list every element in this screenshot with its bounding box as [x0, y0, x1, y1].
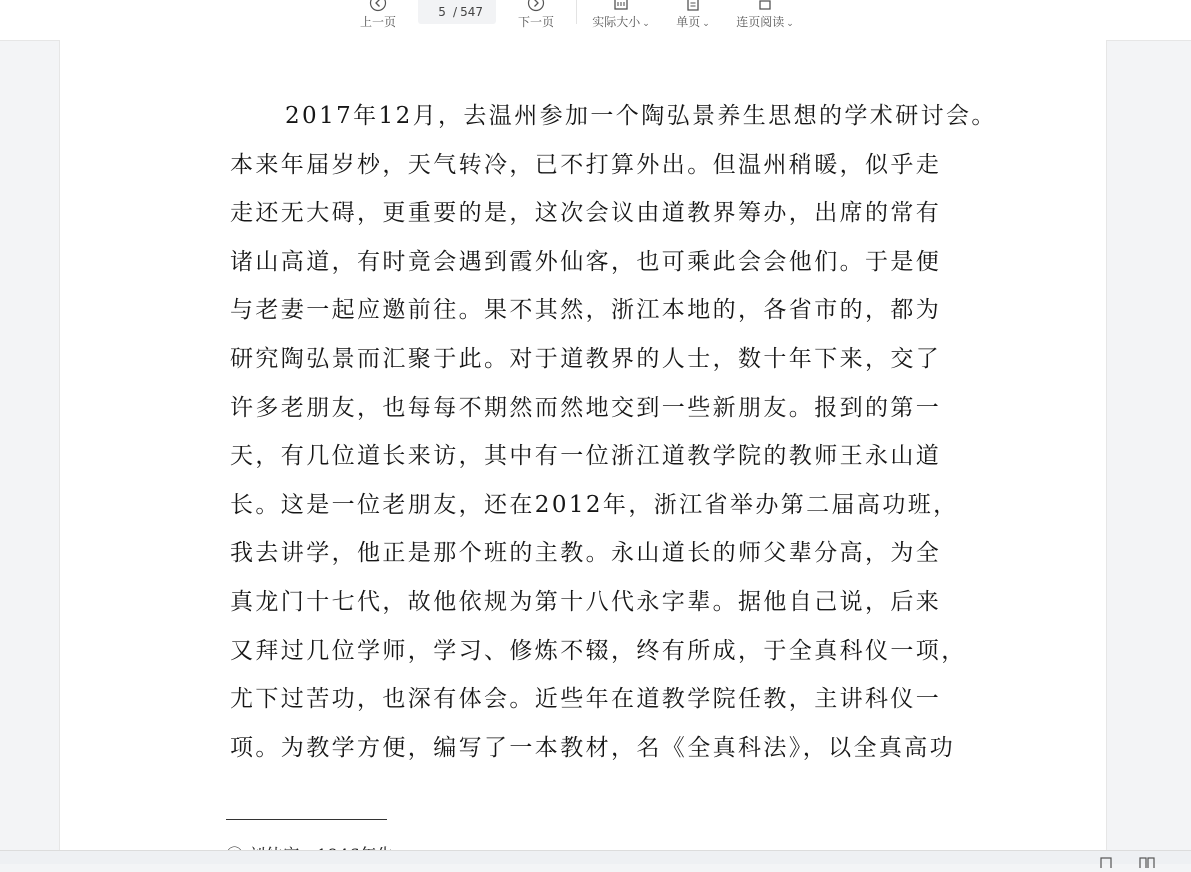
- scroll-mode-dropdown[interactable]: [734, 0, 796, 38]
- view-label: 单页: [676, 15, 701, 29]
- text-line: 长。这是一位老朋友，还在2012年，浙江省举办第二届高功班，: [230, 491, 959, 518]
- current-page-input[interactable]: [431, 5, 453, 19]
- text-line: 与老妻一起应邀前往。果不其然，浙江本地的，各省市的，都为: [230, 297, 942, 324]
- zoom-dropdown[interactable]: [590, 0, 652, 38]
- next-page-label: 下一页: [517, 15, 554, 29]
- text-line: 项。为教学方便，编写了一本教材，名《全真科法》，以全真高功: [230, 734, 956, 761]
- text-line: 2017年12月，去温州参加一个陶弘景养生思想的学术研讨会。: [285, 103, 997, 129]
- zoom-label: 实际大小: [592, 15, 641, 29]
- document-page: [59, 40, 1107, 863]
- prev-page-label: 上一页: [359, 15, 396, 29]
- toolbar-divider: [576, 0, 577, 24]
- text-line: 许多老朋友，也每每不期然而然地交到一些新朋友。报到的第一: [230, 394, 942, 421]
- continuous-scroll-icon: [756, 0, 774, 12]
- viewer-toolbar: [0, 0, 1191, 41]
- scroll-label: 连页阅读: [736, 15, 785, 29]
- text-line: 研究陶弘景而汇聚于此。对于道教界的人士，数十年下来，交了: [230, 345, 942, 372]
- single-page-icon: [684, 0, 702, 12]
- text-line: 尤下过苦功，也深有体会。近些年在道教学院任教，主讲科仪一: [230, 686, 942, 713]
- text-line: 本来年届岁杪，天气转冷，已不打算外出。但温州稍暖，似乎走: [230, 151, 942, 178]
- chevron-down-icon: ⌄: [702, 19, 710, 29]
- next-page-button[interactable]: [517, 0, 555, 38]
- text-line: 走还无大碍，更重要的是，这次会议由道教界筹办，出席的常有: [230, 200, 942, 227]
- page-body-text: [230, 92, 1000, 772]
- status-bar: [0, 850, 1191, 864]
- arrow-right-circle-icon: [527, 0, 545, 12]
- page-number-box[interactable]: [418, 0, 496, 24]
- text-line: 天，有几位道长来访，其中有一位浙江道教学院的教师王永山道: [230, 443, 942, 470]
- arrow-left-circle-icon: [369, 0, 387, 12]
- chevron-down-icon: ⌄: [642, 19, 650, 29]
- total-pages: 547: [460, 5, 483, 19]
- actual-size-icon: [612, 0, 630, 12]
- footnote-divider: [226, 819, 387, 820]
- prev-page-button[interactable]: [359, 0, 397, 38]
- text-line: 真龙门十七代，故他依规为第十八代永字辈。据他自己说，后来: [230, 588, 942, 615]
- page-separator: /: [453, 5, 458, 19]
- text-line: 又拜过几位学师，学习、修炼不辍，终有所成，于全真科仪一项，: [230, 637, 967, 664]
- text-line: 我去讲学，他正是那个班的主教。永山道长的师父辈分高，为全: [230, 540, 942, 567]
- view-mode-dropdown[interactable]: [675, 0, 711, 38]
- text-line: 诸山高道，有时竟会遇到霞外仙客，也可乘此会会他们。于是便: [230, 248, 942, 275]
- chevron-down-icon: ⌄: [786, 19, 794, 29]
